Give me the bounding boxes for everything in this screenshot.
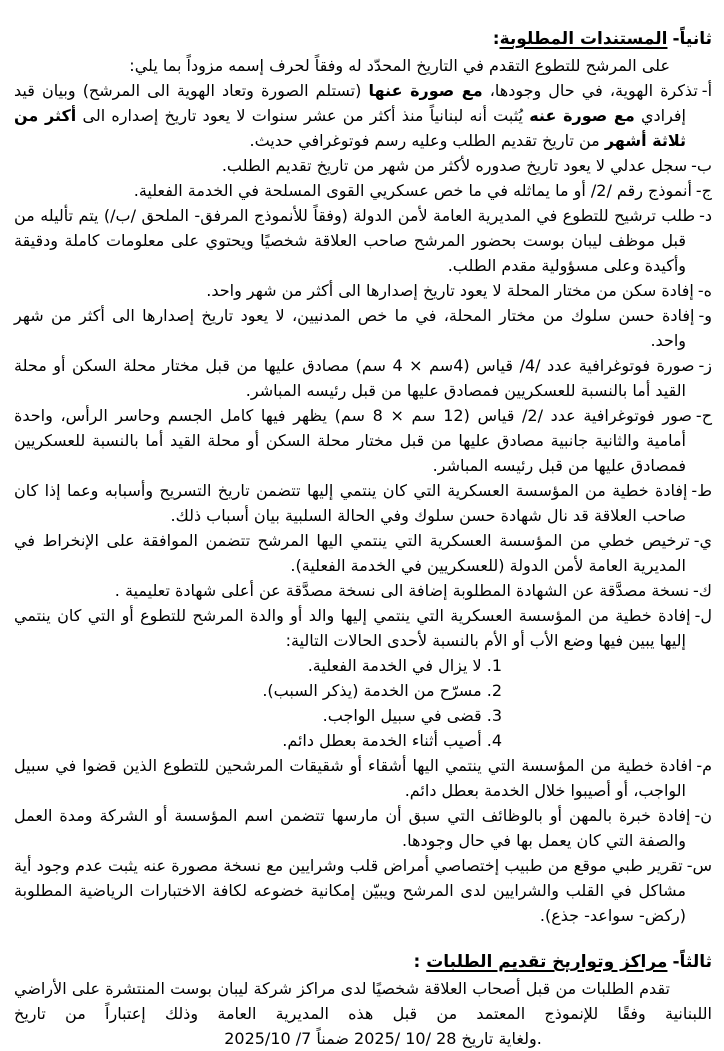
item-text: إفادة خطية من المؤسسة العسكرية التي ينتمي إليها والد أو والدة المرشح للتطوع أو التي كان ينتمي إليها يبين فيها وضع الأب أو الأم بالنسبة لأحدى الحالات التالية:: [14, 606, 691, 650]
heading-colon: :: [492, 29, 500, 49]
list-item: [14, 853, 712, 928]
item-text: أكثر من ثلاثة أشهر: [14, 106, 686, 150]
item-text: سجل عدلي لا يعود تاريخ صدوره لأكثر من شهر من تاريخ تقديم الطلب.: [221, 156, 688, 175]
item-text: تقرير طبي موقع من طبيب إختصاصي أمراض قلب وشرايين مع نسخة مصورة عنه يثبت عدم وجود أية مشاكل في القلب والشرايين لدى المرشح ويبيّن إمكانية خضوعه لكافة الاختبارات الرياضية المطلوبة (ركض- سواعد- جذع).: [14, 856, 686, 925]
list-item: [14, 203, 712, 278]
list-item: [14, 753, 712, 803]
list-item: [14, 603, 712, 753]
item-text: صورة فوتوغرافية عدد /4/ قياس (4سم × 4 سم) مصادق عليها من قبل مختار محلة السكن أو محلة القيد أما بالنسبة للعسكريين فمصادق عليها من قبل رئيسه المباشر.: [14, 356, 695, 400]
item-label: س-: [686, 856, 712, 875]
heading-title: المستندات المطلوبة: [499, 29, 668, 49]
item-text: مع صورة عنه: [529, 106, 635, 125]
heading-prefix: ثانياً-: [672, 29, 712, 49]
submission-paragraph: تقدم الطلبات من قبل أصحاب العلاقة شخصيًا لدى مراكز شركة ليبان بوست المنتشرة على الأراضي اللبنانية وفقًا للإنموذج المعتمد من قبل هذه المديرية العامة وذلك إعتباراً من تاريخ: [14, 979, 712, 1023]
item-text: إفادة سكن من مختار المحلة لا يعود تاريخ إصدارها الى أكثر من شهر واحد.: [206, 281, 694, 300]
item-text: صور فوتوغرافية عدد /2/ قياس (12 سم × 8 سم) يظهر فيها كامل الجسم وحاسر الرأس، واحدة أمامية والثانية جانبية مصادق عليها من قبل مختار محلة السكن أو محلة القيد أما بالنسبة للعسكريين فمصادق عليها من قبل رئيسه المباشر.: [14, 406, 692, 475]
list-item: [14, 153, 712, 178]
item-label: ب-: [691, 156, 712, 175]
item-label: ط-: [691, 481, 712, 500]
item-text: إفادة حسن سلوك من مختار المحلة، في ما خص المدنيين، لا يعود تاريخ إصدارها الى أكثر من شهر واحد.: [14, 306, 695, 350]
requirements-list: [14, 78, 712, 928]
list-item: [14, 403, 712, 478]
sub-list-item: 1. لا يزال في الخدمة الفعلية.: [307, 656, 502, 675]
item-text: من تاريخ تقديم الطلب وعليه رسم فوتوغرافي حديث.: [249, 131, 605, 150]
item-label: ج-: [695, 181, 712, 200]
submission-dates-line: 2025/10 /7 ولغاية تاريخ 28 /10 /2025 ضمناً.: [224, 1029, 542, 1048]
item-label: ح-: [695, 406, 713, 425]
list-item: [14, 578, 712, 603]
item-label: ك-: [693, 581, 712, 600]
item-text: تذكرة الهوية، في حال وجودها،: [482, 81, 698, 100]
section-submission: [14, 949, 712, 1051]
item-text: طلب ترشيح للتطوع في المديرية العامة لأمن الدولة (وفقاً للأنموذج المرفق- الملحق /ب/) يتم تأليله من قبل موظف ليبان بوست بحضور المرشح صاحب العلاقة شخصيًا ويحتوي على معلومات كاملة ودقيقة وأكيدة وعلى مسؤولية مقدم الطلب.: [14, 206, 696, 275]
list-item: [14, 78, 712, 153]
item-text: ترخيص خطي من المؤسسة العسكرية التي ينتمي اليها المرشح تتضمن الموافقة على الإنخراط في المديرية العامة لأمن الدولة (للعسكريين في الخدمة الفعلية).: [14, 531, 690, 575]
item-label: ن-: [694, 806, 712, 825]
list-item: [14, 478, 712, 528]
item-label: أ-: [701, 81, 713, 100]
item-text: يُثبت أنه لبنانياً منذ أكثر من عشر سنوات لا يعود تاريخ إصداره الى: [76, 106, 530, 125]
intro-paragraph: على المرشح للتطوع التقدم في التاريخ المحدّد له وفقاً لحرف إسمه مزوداً بما يلي:: [129, 56, 670, 75]
heading-title: مراكز وتواريخ تقديم الطلبات: [426, 952, 668, 972]
sub-list-item: 3. قضى في سبيل الواجب.: [322, 706, 502, 725]
sub-list-item: 4. أصيب أثناء الخدمة بعطل دائم.: [282, 731, 502, 750]
item-text: إفادة خبرة بالمهن أو بالوظائف التي سبق أن مارسها تتضمن اسم المؤسسة أو الشركة ومدة العمل والصفة التي كان يعمل بها في حال وجودها.: [14, 806, 691, 850]
item-label: ي-: [693, 531, 712, 550]
item-text: (تستلم الصورة وتعاد الهوية الى المرشح) وبيان قيد إفرادي: [14, 81, 686, 125]
item-label: م-: [696, 756, 712, 775]
heading-colon: :: [413, 952, 427, 972]
item-label: د-: [699, 206, 712, 225]
list-item: [14, 353, 712, 403]
item-label: ه-: [697, 281, 712, 300]
item-label: و-: [698, 306, 712, 325]
list-item: [14, 278, 712, 303]
list-item: [14, 528, 712, 578]
item-text: افادة خطية من المؤسسة التي ينتمي اليها أشقاء أو شقيقات المرشحين للتطوع الذين قضوا في سبيل الواجب، أو أصيبوا خلال الخدمة بعطل دائم.: [14, 756, 693, 800]
item-text: أنموذج رقم /2/ أو ما يماثله في ما خص عسكريي القوى المسلحة في الخدمة الفعلية.: [133, 181, 692, 200]
item-text: إفادة خطية من المؤسسة العسكرية التي كان ينتمي إليها تتضمن تاريخ التسريح وأسبابه وعما إذا كان صاحب العلاقة قد نال شهادة حسن سلوك وفي الحالة السلبية بيان أسباب ذلك.: [14, 481, 688, 525]
item-label: ل-: [694, 606, 712, 625]
list-item: [14, 303, 712, 353]
item-text: نسخة مصدَّقة عن الشهادة المطلوبة إضافة الى نسخة مصدَّقة عن أعلى شهادة تعليمية .: [114, 581, 690, 600]
item-label: ز-: [698, 356, 713, 375]
section-heading-required-documents: [14, 26, 712, 52]
section-heading-submission-centers: [14, 949, 712, 975]
item-text: مع صورة عنها: [368, 81, 483, 100]
list-item: [14, 178, 712, 203]
list-item: [14, 803, 712, 853]
heading-prefix: ثالثاً-: [672, 952, 712, 972]
sub-list-item: 2. مسرّح من الخدمة (يذكر السبب).: [262, 681, 502, 700]
